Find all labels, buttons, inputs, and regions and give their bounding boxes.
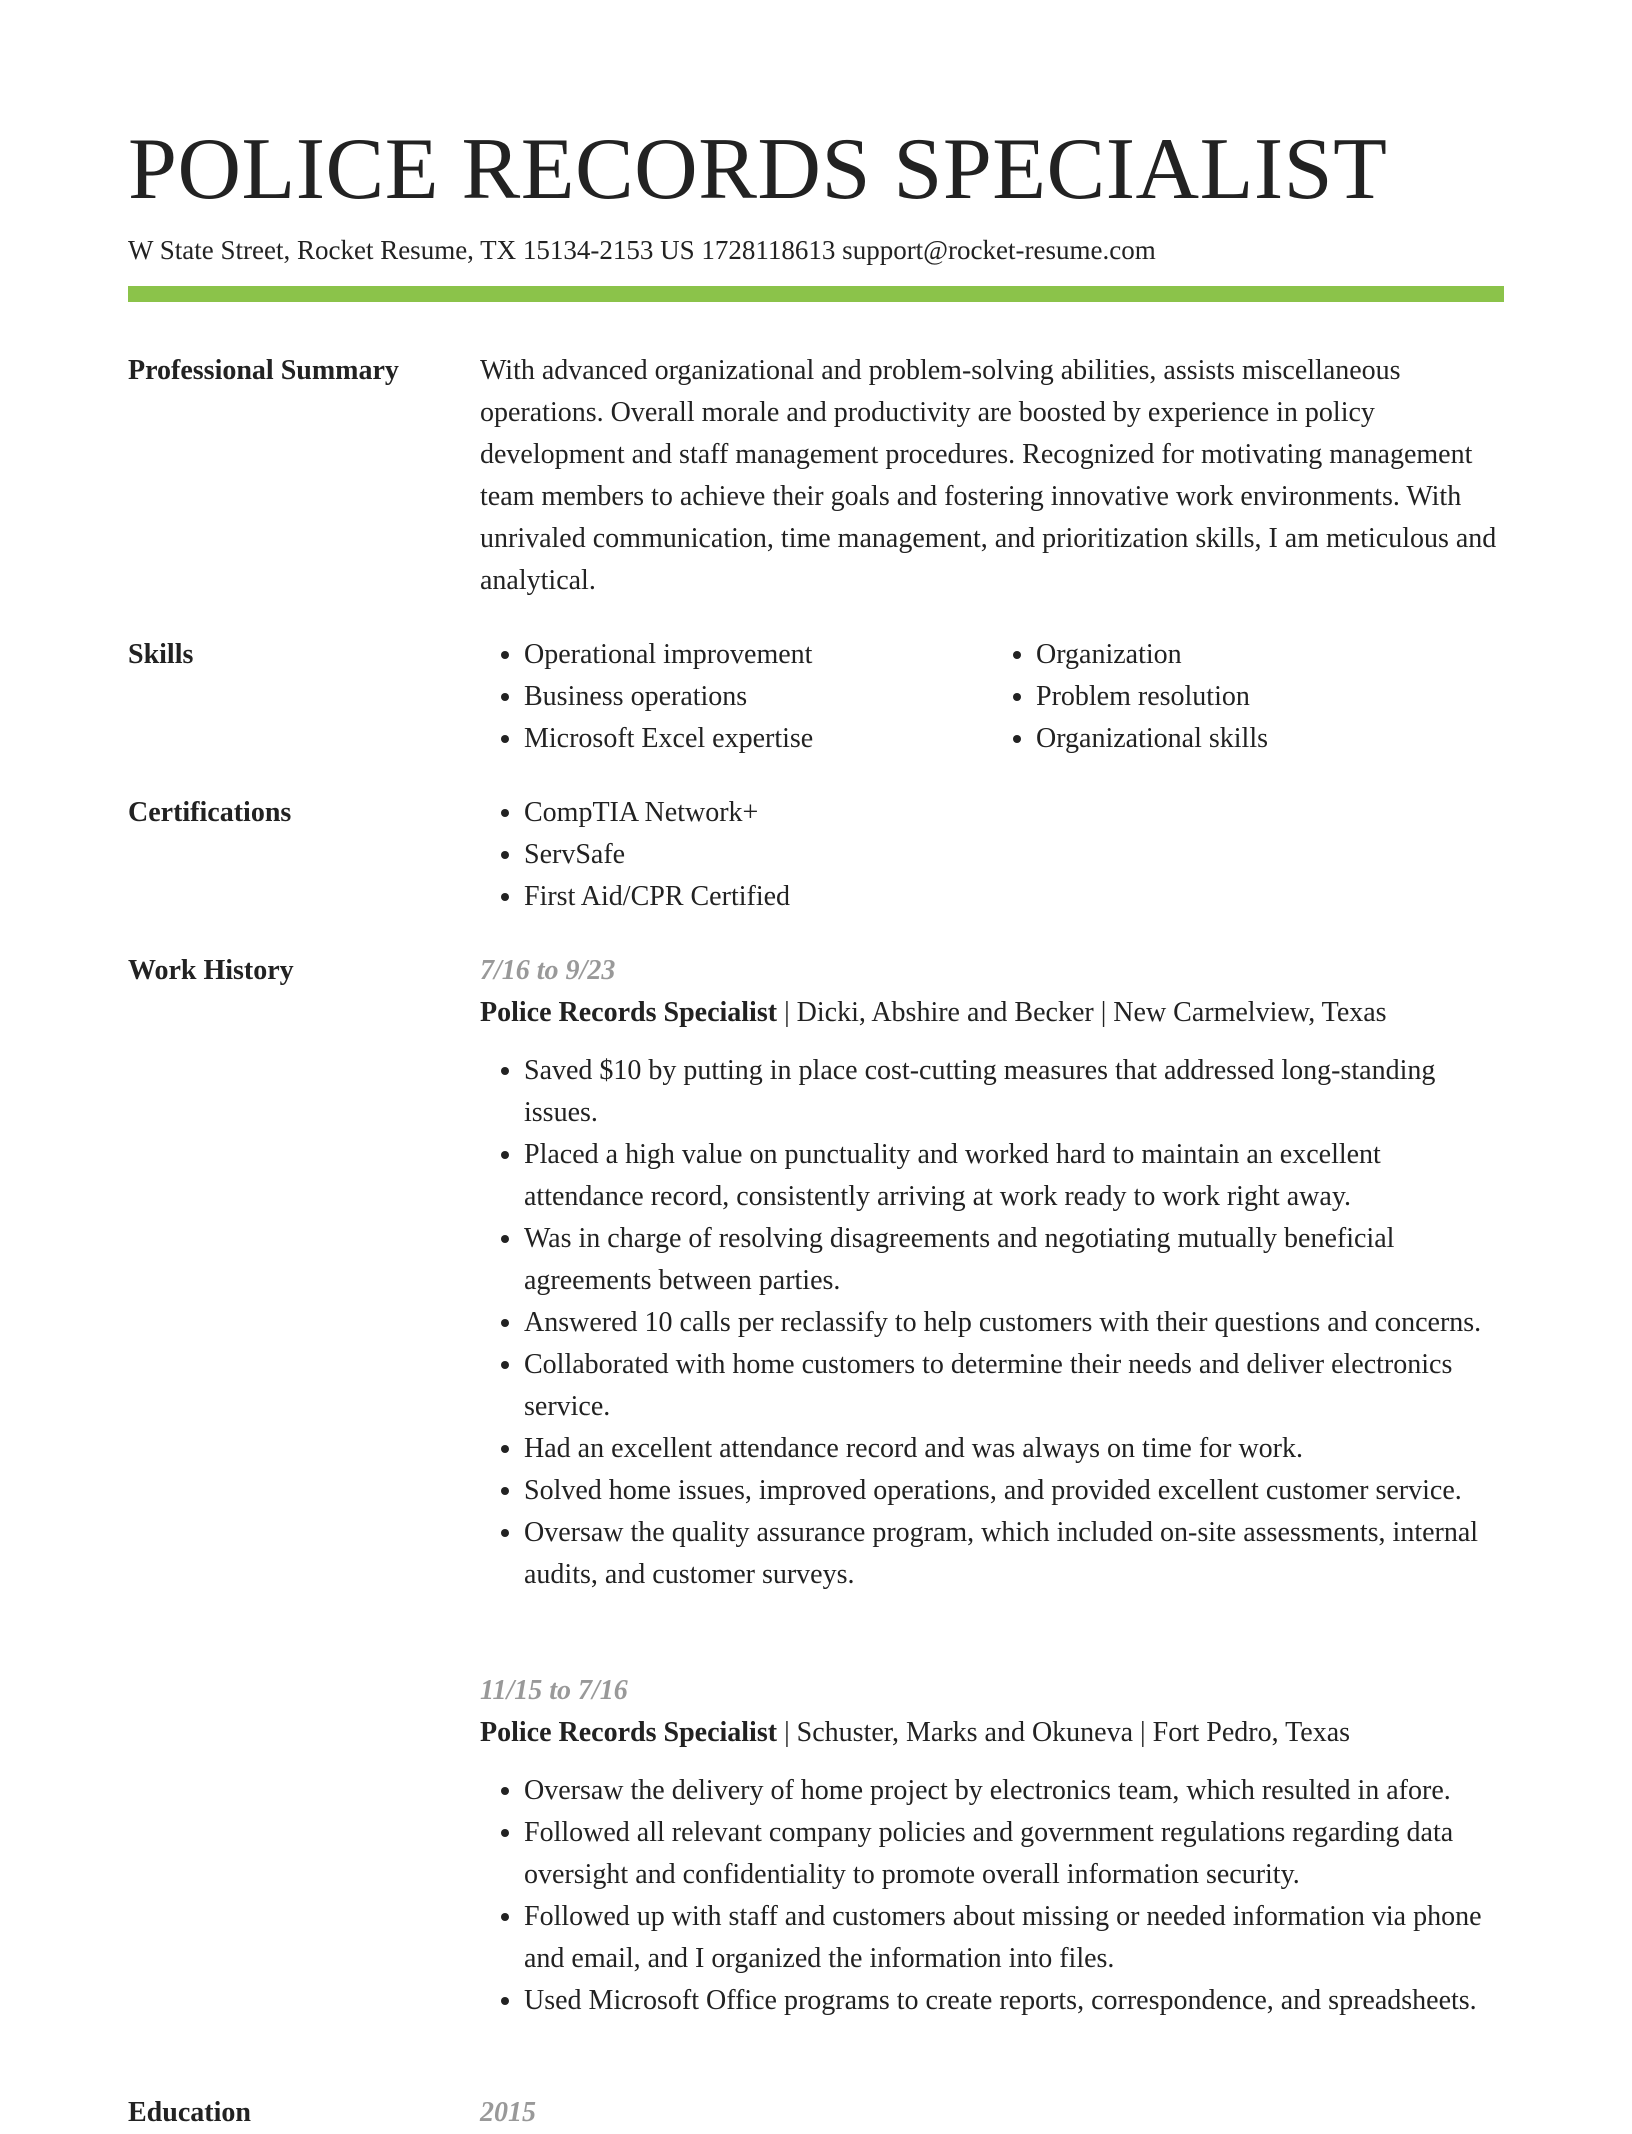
- job-date: 11/15 to 7/16: [480, 1675, 628, 1706]
- job-details: | Dicki, Abshire and Becker | New Carmelview, Texas: [777, 997, 1387, 1028]
- job-bullets: [480, 1050, 1504, 1596]
- certification-item: • First Aid/CPR Certified: [524, 876, 1504, 918]
- resume-title: POLICE RECORDS SPECIALIST: [128, 121, 1388, 218]
- certifications-label: Certifications: [128, 797, 292, 828]
- contact-line: W State Street, Rocket Resume, TX 15134-2153 US 1728118613 support@rocket-resume.com: [128, 235, 1156, 265]
- certification-item: • ServSafe: [524, 834, 1504, 876]
- skills-label: Skills: [128, 639, 194, 670]
- certifications-content: [480, 792, 1504, 918]
- education-date: 2015: [480, 2097, 536, 2128]
- skill-item: • Business operations: [524, 676, 992, 718]
- job-entry: [480, 950, 1504, 1596]
- certifications-list: [480, 792, 1504, 918]
- job-bullet: • Was in charge of resolving disagreements and negotiating mutually beneficial agreements between parties.: [524, 1218, 1504, 1302]
- job-bullet: • Used Microsoft Office programs to create reports, correspondence, and spreadsheets.: [524, 1980, 1504, 2022]
- job-bullet: • Followed all relevant company policies and government regulations regarding data oversight and confidentiality to promote overall information security.: [524, 1812, 1504, 1896]
- job-title: Police Records Specialist: [480, 997, 778, 1028]
- job-bullet: • Oversaw the quality assurance program, which included on-site assessments, internal audits, and customer surveys.: [524, 1512, 1504, 1596]
- accent-divider: [128, 286, 1504, 302]
- education-content: [480, 2092, 1504, 2134]
- skills-content: [480, 634, 1504, 760]
- skills-list-left: [480, 634, 992, 760]
- job-bullet: • Saved $10 by putting in place cost-cutting measures that addressed long-standing issues.: [524, 1050, 1504, 1134]
- skill-item: • Microsoft Excel expertise: [524, 718, 992, 760]
- job-bullet: • Collaborated with home customers to determine their needs and deliver electronics service.: [524, 1344, 1504, 1428]
- skill-item: • Operational improvement: [524, 634, 992, 676]
- education-label: Education: [128, 2097, 251, 2128]
- job-bullet: • Placed a high value on punctuality and worked hard to maintain an excellent attendance record, consistently arriving at work ready to work right away.: [524, 1134, 1504, 1218]
- summary-label: Professional Summary: [128, 355, 399, 386]
- job-title: Police Records Specialist: [480, 1717, 778, 1748]
- skill-item: • Organizational skills: [1036, 718, 1504, 760]
- job-bullet: • Solved home issues, improved operations, and provided excellent customer service.: [524, 1470, 1504, 1512]
- skill-item: • Organization: [1036, 634, 1504, 676]
- job-bullets: [480, 1770, 1504, 2022]
- job-date: 7/16 to 9/23: [480, 955, 616, 986]
- summary-content: [480, 350, 1504, 602]
- summary-text: With advanced organizational and problem-solving abilities, assists miscellaneous operations. Overall morale and productivity are boosted by experience in policy development and staff management procedures. Recognized for motivating management team members to achieve their goals and fostering innovative work environments. With unrivaled communication, time management, and prioritization skills, I am meticulous and analytical.: [480, 355, 1497, 596]
- skills-list-right: [992, 634, 1504, 760]
- work-history-label: Work History: [128, 955, 294, 986]
- job-bullet: • Answered 10 calls per reclassify to help customers with their questions and concerns.: [524, 1302, 1504, 1344]
- job-bullet: • Followed up with staff and customers about missing or needed information via phone and email, and I organized the information into files.: [524, 1896, 1504, 1980]
- job-entry: [480, 1670, 1504, 2022]
- job-details: | Schuster, Marks and Okuneva | Fort Pedro, Texas: [777, 1717, 1351, 1748]
- job-bullet: • Had an excellent attendance record and was always on time for work.: [524, 1428, 1504, 1470]
- skill-item: • Problem resolution: [1036, 676, 1504, 718]
- job-bullet: • Oversaw the delivery of home project by electronics team, which resulted in afore.: [524, 1770, 1504, 1812]
- job-role-line: [480, 1712, 1504, 1754]
- certification-item: • CompTIA Network+: [524, 792, 1504, 834]
- job-role-line: [480, 992, 1504, 1034]
